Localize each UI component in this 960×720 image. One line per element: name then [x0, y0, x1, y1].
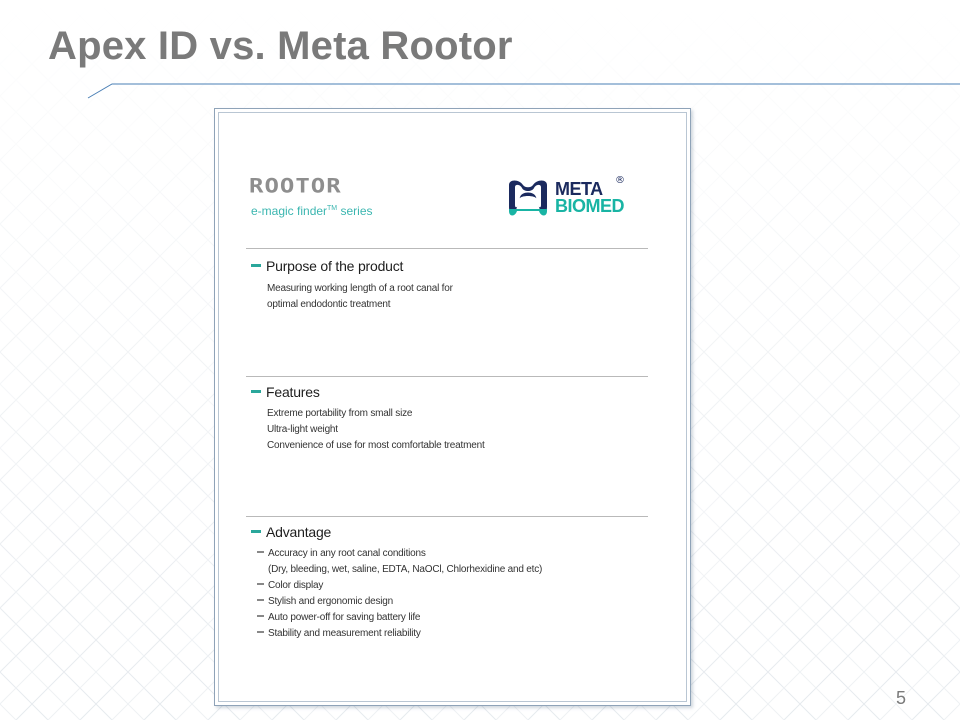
list-item: [257, 578, 542, 594]
meta-biomed-logo: [505, 175, 645, 225]
list-item-text: Color display: [268, 580, 324, 591]
list-item: [257, 546, 542, 562]
trademark-mark: TM: [327, 205, 338, 212]
body-line: Measuring working length of a root canal for: [267, 283, 453, 294]
section-divider: [246, 248, 648, 249]
heading-dash-icon: [251, 264, 261, 267]
biomed-wordmark: BIOMED: [555, 196, 624, 216]
section-body-features: [267, 406, 485, 454]
section-body-purpose: [267, 281, 453, 313]
heading-dash-icon: [251, 530, 261, 533]
meta-biomed-tooth-icon: [505, 177, 551, 221]
meta-wordmark: META: [555, 179, 603, 199]
list-item-text: Auto power-off for saving battery life: [268, 612, 421, 623]
rootor-tagline-suffix: series: [340, 204, 373, 218]
list-item-continuation: [257, 562, 542, 578]
body-line: Extreme portability from small size: [267, 408, 413, 419]
list-item-text: Stylish and ergonomic design: [268, 596, 394, 607]
section-heading-text: Purpose of the product: [266, 258, 404, 274]
rootor-tagline-text: e-magic finder: [251, 204, 328, 218]
bullet-dash-icon: [257, 615, 264, 617]
list-item: [257, 626, 542, 642]
advantage-list: [257, 546, 542, 642]
registered-mark: ®: [615, 175, 625, 186]
list-item-text: Accuracy in any root canal conditions: [268, 548, 426, 559]
list-item-text: (Dry, bleeding, wet, saline, EDTA, NaOCl, Chlorhexidine and etc): [268, 564, 543, 575]
bullet-dash-icon: [257, 583, 264, 585]
list-item: [257, 594, 542, 610]
bullet-dash-icon: [257, 599, 264, 601]
rootor-logo: ROOTOR: [249, 175, 342, 198]
section-divider: [246, 376, 648, 377]
list-item: [257, 610, 542, 626]
product-brochure-image: [214, 108, 691, 706]
section-heading-advantage: [251, 524, 331, 540]
body-line: optimal endodontic treatment: [267, 299, 391, 310]
section-heading-text: Advantage: [266, 524, 332, 540]
bullet-dash-icon: [257, 551, 264, 553]
body-line: Convenience of use for most comfortable treatment: [267, 440, 485, 451]
body-line: Ultra-light weight: [267, 424, 338, 435]
section-divider: [246, 516, 648, 517]
bullet-dash-icon: [257, 631, 264, 633]
heading-dash-icon: [251, 390, 261, 393]
section-heading-text: Features: [266, 384, 320, 400]
list-item-text: Stability and measurement reliability: [268, 628, 421, 639]
meta-biomed-wordmark: [555, 181, 624, 215]
page-number: 5: [896, 688, 907, 708]
section-heading-features: [251, 384, 320, 400]
section-heading-purpose: [251, 258, 403, 274]
rootor-tagline: [251, 204, 373, 218]
slide-title: Apex ID vs. Meta Rootor: [48, 24, 513, 68]
